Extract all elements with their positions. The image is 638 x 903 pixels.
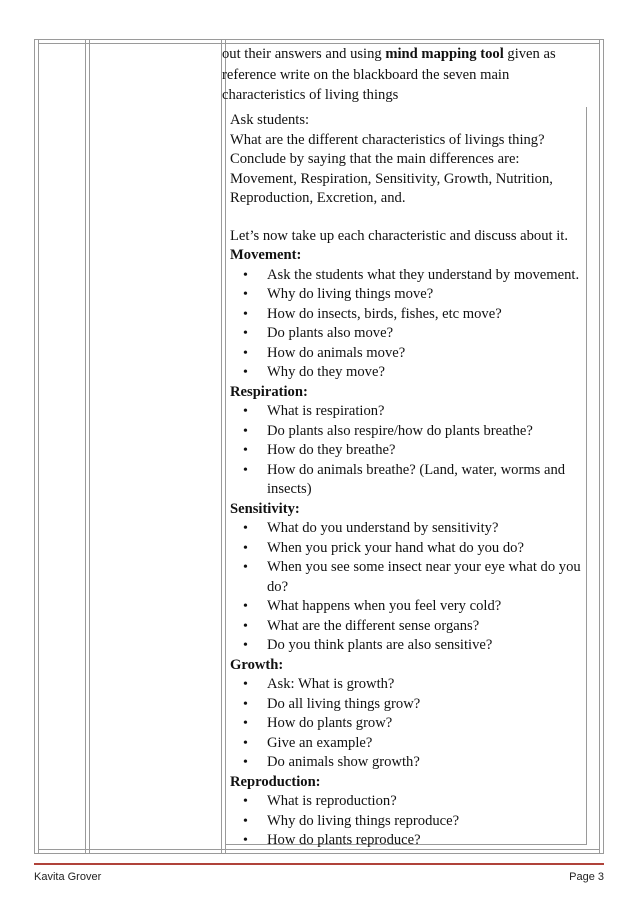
list-item — [230, 441, 586, 461]
bullet-icon: • — [243, 618, 248, 634]
intro-line: What are the different characteristics of livings thing? — [230, 131, 545, 148]
list-item — [230, 558, 586, 597]
bullet-icon: • — [243, 677, 248, 692]
bullet-icon: • — [243, 423, 248, 439]
list-item — [230, 597, 586, 617]
section-heading: Respiration: — [230, 383, 308, 400]
intro-line: Reproduction, Excretion, and. — [230, 190, 406, 206]
list-item — [230, 734, 586, 754]
continued-paragraph — [222, 44, 592, 106]
bullet-icon: • — [243, 521, 248, 536]
activity-content — [230, 111, 586, 851]
intro-line: Conclude by saying that the main differences are: — [230, 151, 520, 167]
section-heading: Reproduction: — [230, 773, 321, 790]
question-list — [230, 402, 586, 500]
question-text: How do plants grow? — [267, 715, 393, 731]
list-item — [230, 344, 586, 364]
question-list — [230, 792, 586, 851]
list-item — [230, 461, 586, 500]
question-text: Why do they move? — [267, 364, 385, 380]
list-item — [230, 266, 586, 286]
bullet-icon: • — [243, 716, 248, 731]
question-text: What happens when you feel very cold? — [267, 598, 502, 614]
bullet-icon: • — [243, 267, 248, 283]
paragraph-text: characteristics of living things — [222, 87, 399, 103]
list-item — [230, 714, 586, 734]
question-text: How do animals move? — [267, 344, 406, 361]
question-text: What are the different sense organs? — [267, 617, 480, 634]
table-column-divider — [89, 40, 90, 853]
bullet-icon: • — [243, 560, 248, 575]
table-column-divider — [38, 40, 39, 853]
table-column-divider — [599, 40, 600, 853]
list-item — [230, 285, 586, 305]
bullet-icon: • — [243, 345, 248, 361]
question-text: Why do living things move? — [267, 286, 434, 302]
list-item — [230, 402, 586, 422]
question-text: Do all living things grow? — [267, 695, 421, 712]
question-list — [230, 675, 586, 773]
list-item — [230, 422, 586, 442]
list-item — [230, 812, 586, 832]
question-text: How do plants reproduce? — [267, 832, 421, 848]
bullet-icon: • — [243, 696, 248, 712]
question-text: How do they breathe? — [267, 442, 396, 458]
list-item — [230, 617, 586, 637]
question-list — [230, 519, 586, 656]
list-item — [230, 324, 586, 344]
footer-author: Kavita Grover — [34, 871, 102, 883]
bullet-icon: • — [243, 404, 248, 419]
question-text: Do plants also respire/how do plants breathe? — [267, 422, 533, 439]
mind-mapping-tool-term: mind mapping tool — [385, 46, 504, 62]
bullet-icon: • — [243, 540, 248, 556]
list-item — [230, 831, 586, 851]
bullet-icon: • — [243, 833, 248, 848]
footer-rule — [34, 863, 604, 865]
list-item — [230, 636, 586, 656]
question-text: Do animals show growth? — [267, 754, 420, 770]
question-text: Why do living things reproduce? — [267, 812, 460, 829]
table-column-divider — [85, 40, 86, 853]
list-item — [230, 363, 586, 383]
bullet-icon: • — [243, 462, 248, 478]
list-item — [230, 695, 586, 715]
discuss-line: Let’s now take up each characteristic and discuss about it. — [230, 227, 568, 244]
question-text: What is respiration? — [267, 403, 385, 419]
list-item — [230, 305, 586, 325]
bullet-icon: • — [243, 599, 248, 614]
list-item — [230, 753, 586, 773]
bullet-icon: • — [243, 755, 248, 770]
question-list — [230, 266, 586, 383]
question-text: Give an example? — [267, 734, 373, 751]
section-heading: Growth: — [230, 656, 284, 673]
bullet-icon: • — [243, 813, 248, 829]
list-item — [230, 792, 586, 812]
question-text: What is reproduction? — [267, 793, 397, 809]
bullet-icon: • — [243, 326, 248, 341]
question-text: Ask the students what they understand by movement. — [267, 266, 580, 283]
intro-line: Ask students: — [230, 112, 310, 128]
question-text: How do animals breathe? (Land, water, worms and insects) — [267, 461, 566, 497]
question-text: When you see some insect near your eye what do you do? — [267, 559, 581, 595]
intro-line: Movement, Respiration, Sensitivity, Growth, Nutrition, — [230, 170, 553, 187]
question-text: What do you understand by sensitivity? — [267, 520, 499, 536]
paragraph-text: out their answers and using — [222, 46, 386, 62]
list-item — [230, 675, 586, 695]
bullet-icon: • — [243, 735, 248, 751]
question-text: Do plants also move? — [267, 325, 394, 341]
paragraph-text: reference write on the blackboard the seven main — [222, 66, 510, 83]
table-column-divider — [221, 40, 222, 853]
page-number: Page 3 — [569, 871, 604, 883]
bullet-icon: • — [243, 287, 248, 302]
list-item — [230, 519, 586, 539]
bullet-icon: • — [243, 365, 248, 380]
bullet-icon: • — [243, 638, 248, 653]
section-heading: Movement: — [230, 247, 302, 263]
question-text: How do insects, birds, fishes, etc move? — [267, 305, 502, 322]
characteristics-sections — [230, 246, 586, 851]
bullet-icon: • — [243, 794, 248, 809]
section-heading: Sensitivity: — [230, 500, 300, 517]
bullet-icon: • — [243, 443, 248, 458]
question-text: Do you think plants are also sensitive? — [267, 637, 493, 653]
question-text: Ask: What is growth? — [267, 676, 395, 692]
question-text: When you prick your hand what do you do? — [267, 539, 524, 556]
list-item — [230, 539, 586, 559]
bullet-icon: • — [243, 306, 248, 322]
paragraph-text: given as — [503, 46, 556, 62]
